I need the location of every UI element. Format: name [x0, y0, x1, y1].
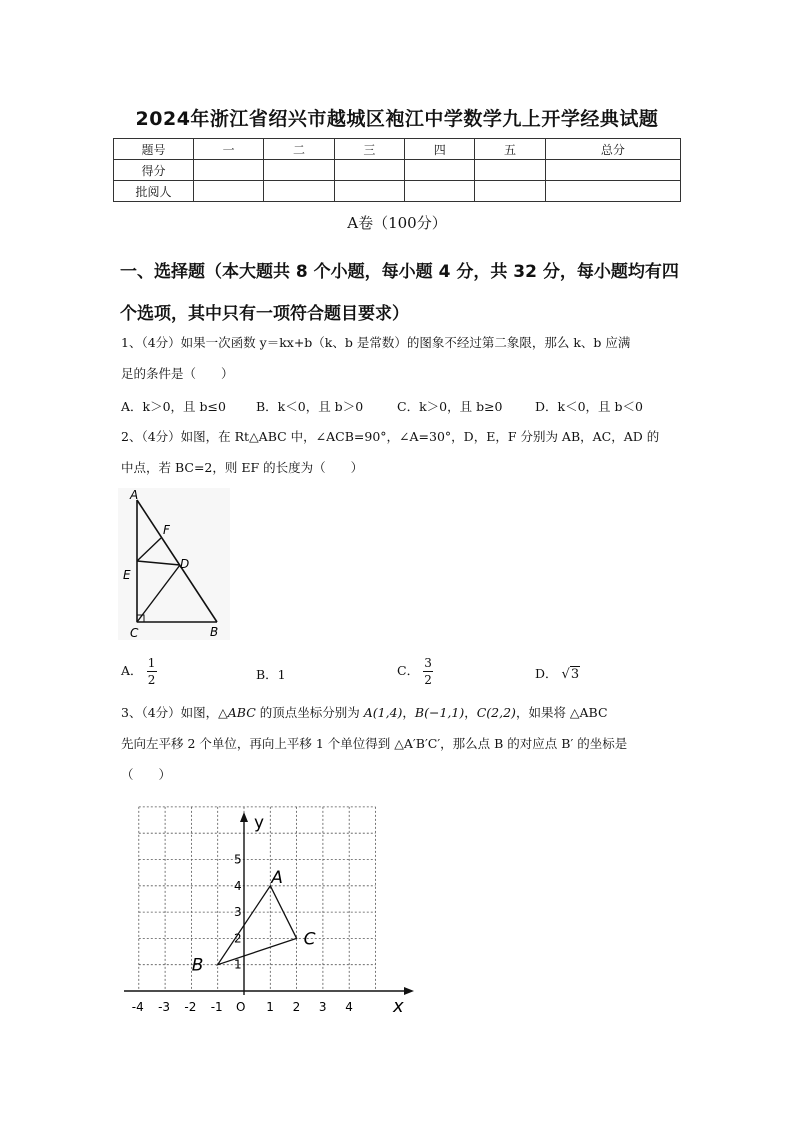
- denominator: 2: [147, 673, 156, 687]
- point-a-label: A: [271, 867, 283, 888]
- y-tick-label: 4: [234, 878, 242, 893]
- point-c-label: C: [303, 929, 316, 950]
- x-tick-label: 3: [318, 1000, 327, 1014]
- score-header-cell: 总分: [545, 139, 680, 160]
- question-3-line3: （ ）: [121, 767, 172, 782]
- score-header-cell: 题号: [114, 139, 194, 160]
- question-3: [121, 697, 681, 790]
- score-header-cell: 五: [475, 139, 545, 160]
- option-a-label: A．: [121, 663, 143, 678]
- option-d: D．k＜0，且 b＜0: [535, 399, 643, 414]
- question-2: [121, 421, 681, 483]
- page-title: 2024年浙江省绍兴市越城区袍江中学数学九上开学经典试题: [135, 108, 659, 130]
- grid-lines: [139, 807, 376, 991]
- score-cell: [545, 181, 680, 202]
- score-table-row: [114, 181, 681, 202]
- x-tick-label: -3: [158, 1000, 171, 1014]
- y-tick-label: 1: [234, 957, 242, 972]
- label-c: C: [130, 626, 139, 640]
- score-row-label: 批阅人: [114, 181, 194, 202]
- option-d-label: D．: [535, 666, 558, 681]
- x-tick-label: -4: [131, 1000, 144, 1014]
- score-cell: [264, 160, 334, 181]
- denominator: 2: [424, 673, 432, 687]
- option-c: C．k＞0，且 b≥0: [397, 399, 503, 414]
- question-3-line2: 先向左平移 2 个单位，再向上平移 1 个单位得到 △A′B′C′，那么点 B 的对应点 B′ 的坐标是: [121, 736, 628, 751]
- x-axis-label: x: [393, 996, 404, 1017]
- score-cell: [194, 181, 264, 202]
- score-header-cell: 四: [405, 139, 475, 160]
- x-tick-label: 1: [266, 1000, 274, 1014]
- numerator: 1: [147, 656, 156, 670]
- score-cell: [475, 160, 545, 181]
- label-b: B: [210, 625, 219, 639]
- x-tick-label: 2: [292, 1000, 301, 1014]
- score-cell: [405, 181, 475, 202]
- score-cell: [405, 160, 475, 181]
- paper-section-subtitle: A卷（100分）: [347, 214, 447, 232]
- question-2-line1: 2、（4分）如图，在 Rt△ABC 中，∠ACB=90°，∠A=30°，D，E，F 分别为 AB，AC，AD 的: [121, 429, 660, 444]
- x-tick-label: 4: [345, 1000, 353, 1014]
- y-tick-label: 5: [234, 852, 242, 867]
- score-table-header-row: [114, 139, 681, 160]
- question-1: [121, 327, 681, 389]
- triangle-figure: [118, 488, 230, 640]
- coordinate-grid-figure: [110, 800, 420, 1020]
- fraction-one-half: [147, 656, 157, 687]
- option-d: [535, 664, 580, 682]
- label-e: E: [123, 568, 131, 582]
- question-2-options: [121, 652, 681, 692]
- question-1-options: [121, 397, 681, 417]
- score-cell: [194, 160, 264, 181]
- origin-label: O: [236, 1000, 246, 1014]
- score-cell: [545, 160, 680, 181]
- score-header-cell: 三: [334, 139, 404, 160]
- triangle-abc: [218, 886, 297, 965]
- y-tick-label: 3: [234, 905, 242, 920]
- section-heading: 一、选择题（本大题共 8 个小题，每小题 4 分，共 32 分，每小题均有四个选项，其中只有一项符合题目要求）: [120, 262, 679, 324]
- y-axis-arrow-icon: [240, 812, 248, 822]
- x-axis-arrow-icon: [404, 987, 414, 995]
- option-a: A．k＞0，且 b≤0: [121, 399, 226, 414]
- option-c-label: C．: [397, 663, 420, 678]
- y-tick-labels: [234, 853, 242, 972]
- option-c: [397, 656, 433, 687]
- y-tick-label: 2: [234, 931, 242, 946]
- y-axis-label: y: [254, 813, 265, 833]
- score-cell: [334, 181, 404, 202]
- numerator: 3: [424, 656, 432, 670]
- x-tick-label: -2: [184, 1000, 197, 1014]
- question-2-line2: 中点，若 BC=2，则 EF 的长度为（ ）: [121, 460, 364, 475]
- question-1-line2: 足的条件是（ ）: [121, 366, 234, 381]
- score-cell: [264, 181, 334, 202]
- score-cell: [334, 160, 404, 181]
- score-header-cell: 一: [194, 139, 264, 160]
- score-table-row: [114, 160, 681, 181]
- fraction-three-halves: [423, 656, 433, 687]
- score-table: [113, 138, 681, 202]
- label-a: A: [130, 488, 139, 502]
- question-1-line1: 1、（4分）如果一次函数 y＝kx+b（k、b 是常数）的图象不经过第二象限，那么 k、b 应满: [121, 335, 631, 350]
- score-row-label: 得分: [114, 160, 194, 181]
- option-b: B．k＜0，且 b＞0: [256, 399, 364, 414]
- option-b: B．1: [256, 667, 286, 682]
- score-cell: [475, 181, 545, 202]
- sqrt-three: √3: [561, 667, 580, 682]
- label-d: D: [180, 557, 190, 571]
- x-tick-label: -1: [210, 1000, 223, 1014]
- label-f: F: [163, 523, 170, 537]
- point-b-label: B: [191, 955, 204, 976]
- score-header-cell: 二: [264, 139, 334, 160]
- option-a: [121, 656, 157, 687]
- question-3-line1: 3、（4分）如图，△ABC 的顶点坐标分别为 A(1,4)，B(−1,1)，C(2,2)，如果将 △ABC: [121, 705, 608, 720]
